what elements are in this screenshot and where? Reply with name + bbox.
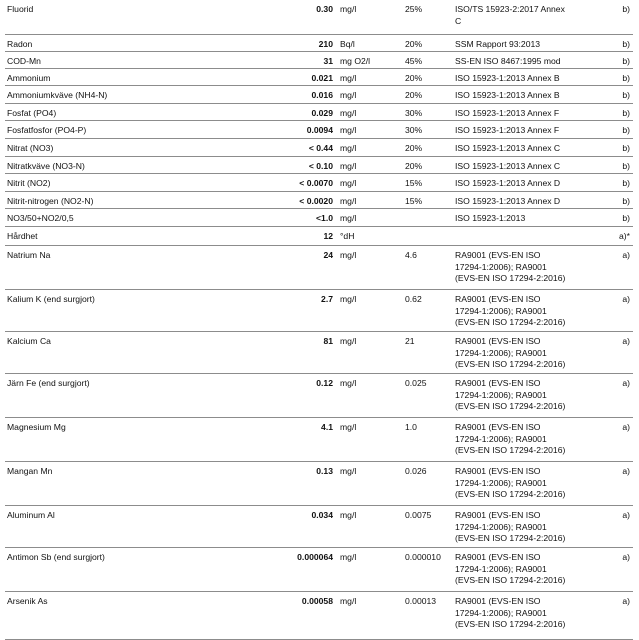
accreditation-note: a)	[622, 510, 630, 520]
analyte-value: 210	[318, 39, 333, 49]
analyte-value: <1.0	[316, 213, 333, 223]
test-method-line: RA9001 (EVS-EN ISO	[455, 378, 541, 388]
analyte-unit: mg/l	[340, 196, 357, 206]
measurement-uncertainty: 20%	[405, 73, 423, 83]
test-method-line: ISO 15923-1:2013 Annex B	[455, 90, 560, 100]
accreditation-note: a)	[622, 294, 630, 304]
analyte-name: Ammonium	[7, 73, 51, 83]
test-method-line: 17294-1:2006); RA9001	[455, 433, 547, 444]
test-method-line: (EVS-EN ISO 17294-2:2016)	[455, 317, 566, 327]
measurement-uncertainty: 21	[405, 336, 415, 346]
test-method-line: (EVS-EN ISO 17294-2:2016)	[455, 273, 566, 283]
analyte-unit: mg/l	[340, 466, 357, 476]
accreditation-note: b)	[622, 39, 630, 49]
analyte-name: Nitratkväve (NO3-N)	[7, 161, 85, 171]
test-method-line: ISO 15923-1:2013 Annex D	[455, 178, 561, 188]
analyte-value: 2.7	[321, 294, 333, 304]
analyte-unit: mg/l	[340, 73, 357, 83]
analyte-unit: mg O2/l	[340, 56, 371, 66]
measurement-uncertainty: 0.00013	[405, 596, 437, 606]
analyte-unit: mg/l	[340, 552, 357, 562]
test-method	[455, 213, 595, 225]
analyte-value: 0.000064	[297, 552, 333, 562]
table-row	[5, 174, 633, 192]
test-method	[455, 4, 595, 27]
table-row	[5, 0, 633, 35]
test-method-line: RA9001 (EVS-EN ISO	[455, 552, 541, 562]
table-row	[5, 548, 633, 592]
table-row	[5, 209, 633, 227]
test-method-line: RA9001 (EVS-EN ISO	[455, 336, 541, 346]
test-method-line: RA9001 (EVS-EN ISO	[455, 250, 541, 260]
analyte-value: 24	[323, 250, 333, 260]
test-method-line: (EVS-EN ISO 17294-2:2016)	[455, 401, 566, 411]
analyte-name: Magnesium Mg	[7, 422, 66, 432]
measurement-uncertainty: 30%	[405, 125, 423, 135]
test-method-line: ISO 15923-1:2013 Annex F	[455, 125, 560, 135]
analyte-unit: mg/l	[340, 422, 357, 432]
measurement-uncertainty: 0.026	[405, 466, 427, 476]
accreditation-note: a)	[622, 336, 630, 346]
test-method	[455, 108, 595, 120]
test-method	[455, 466, 595, 501]
measurement-uncertainty: 0.000010	[405, 552, 441, 562]
table-row	[5, 246, 633, 290]
analyte-name: Aluminum Al	[7, 510, 55, 520]
analyte-value: < 0.0070	[299, 178, 333, 188]
analyte-value: 0.30	[316, 4, 333, 14]
measurement-uncertainty: 15%	[405, 196, 423, 206]
test-method-line: ISO 15923-1:2013 Annex C	[455, 161, 561, 171]
analyte-value: < 0.44	[308, 143, 333, 153]
analyte-name: Arsenik As	[7, 596, 48, 606]
test-method-line: SS-EN ISO 8467:1995 mod	[455, 56, 561, 66]
analyte-name: Fosfat (PO4)	[7, 108, 57, 118]
test-method	[455, 336, 595, 371]
test-method	[455, 178, 595, 190]
test-method-line: ISO 15923-1:2013 Annex F	[455, 108, 560, 118]
table-row	[5, 69, 633, 86]
test-method	[455, 378, 595, 413]
test-method	[455, 56, 595, 68]
measurement-uncertainty: 20%	[405, 90, 423, 100]
accreditation-note: a)	[622, 422, 630, 432]
analyte-name: Radon	[7, 39, 33, 49]
measurement-uncertainty: 30%	[405, 108, 423, 118]
accreditation-note: b)	[622, 73, 630, 83]
analyte-name: Antimon Sb (end surgjort)	[7, 552, 105, 562]
test-method	[455, 596, 595, 631]
analyte-value: 0.12	[316, 378, 333, 388]
analyte-unit: mg/l	[340, 125, 357, 135]
test-method-line: (EVS-EN ISO 17294-2:2016)	[455, 533, 566, 543]
table-row	[5, 52, 633, 69]
accreditation-note: b)	[622, 213, 630, 223]
test-method-line: SSM Rapport 93:2013	[455, 39, 541, 49]
test-method-line: RA9001 (EVS-EN ISO	[455, 510, 541, 520]
test-method-line: 17294-1:2006); RA9001	[455, 521, 547, 532]
test-method-line: 17294-1:2006); RA9001	[455, 305, 547, 316]
analyte-unit: Bq/l	[340, 39, 355, 49]
measurement-uncertainty: 4.6	[405, 250, 417, 260]
analyte-name: Nitrat (NO3)	[7, 143, 54, 153]
test-method-line: ISO 15923-1:2013 Annex B	[455, 73, 560, 83]
accreditation-note: b)	[622, 90, 630, 100]
table-row	[5, 86, 633, 104]
analyte-name: Fluorid	[7, 4, 34, 14]
table-row	[5, 104, 633, 121]
test-method	[455, 73, 595, 85]
analyte-unit: mg/l	[340, 108, 357, 118]
table-row	[5, 121, 633, 139]
test-method	[455, 90, 595, 102]
analyte-name: Natrium Na	[7, 250, 51, 260]
analyte-unit: mg/l	[340, 161, 357, 171]
analyte-value: < 0.10	[308, 161, 333, 171]
analyte-value: 0.021	[311, 73, 333, 83]
test-method-line: RA9001 (EVS-EN ISO	[455, 294, 541, 304]
analyte-value: 12	[323, 231, 333, 241]
measurement-uncertainty: 15%	[405, 178, 423, 188]
test-method-line: ISO 15923-1:2013 Annex C	[455, 143, 561, 153]
accreditation-note: a)	[622, 596, 630, 606]
table-row	[5, 462, 633, 506]
analyte-unit: mg/l	[340, 213, 357, 223]
test-method	[455, 250, 595, 285]
analyte-unit: mg/l	[340, 294, 357, 304]
analyte-value: 0.034	[311, 510, 333, 520]
analyte-value: 81	[323, 336, 333, 346]
analyte-unit: mg/l	[340, 178, 357, 188]
analyte-name: Kalcium Ca	[7, 336, 51, 346]
accreditation-note: b)	[622, 161, 630, 171]
table-row	[5, 139, 633, 157]
accreditation-note: b)	[622, 178, 630, 188]
accreditation-note: b)	[622, 4, 630, 14]
test-method-line: 17294-1:2006); RA9001	[455, 563, 547, 574]
accreditation-note: a)*	[619, 231, 630, 241]
measurement-uncertainty: 1.0	[405, 422, 417, 432]
test-method	[455, 125, 595, 137]
measurement-uncertainty: 0.0075	[405, 510, 432, 520]
analyte-name: Hårdhet	[7, 231, 38, 241]
test-method-line: ISO 15923-1:2013 Annex D	[455, 196, 561, 206]
test-method	[455, 422, 595, 457]
analyte-unit: mg/l	[340, 378, 357, 388]
analyte-name: Nitrit (NO2)	[7, 178, 51, 188]
analyte-value: 0.13	[316, 466, 333, 476]
test-method	[455, 161, 595, 173]
test-method	[455, 552, 595, 587]
accreditation-note: a)	[622, 250, 630, 260]
test-method-line: 17294-1:2006); RA9001	[455, 477, 547, 488]
analyte-value: 0.016	[311, 90, 333, 100]
table-row	[5, 374, 633, 418]
test-method	[455, 143, 595, 155]
test-method-line: 17294-1:2006); RA9001	[455, 389, 547, 400]
analyte-name: Mangan Mn	[7, 466, 53, 476]
table-row	[5, 506, 633, 548]
table-row	[5, 592, 633, 640]
analyte-value: 31	[323, 56, 333, 66]
analyte-unit: mg/l	[340, 90, 357, 100]
test-method	[455, 294, 595, 329]
analyte-name: Järn Fe (end surgjort)	[7, 378, 90, 388]
analyte-value: < 0.0020	[299, 196, 333, 206]
accreditation-note: a)	[622, 466, 630, 476]
analyte-value: 0.029	[311, 108, 333, 118]
measurement-uncertainty: 20%	[405, 39, 423, 49]
test-method-line: RA9001 (EVS-EN ISO	[455, 422, 541, 432]
test-method-line: (EVS-EN ISO 17294-2:2016)	[455, 619, 566, 629]
test-method	[455, 39, 595, 51]
measurement-uncertainty: 45%	[405, 56, 423, 66]
test-method-line: (EVS-EN ISO 17294-2:2016)	[455, 359, 566, 369]
table-row	[5, 192, 633, 209]
test-method	[455, 510, 595, 545]
accreditation-note: b)	[622, 108, 630, 118]
table-row	[5, 157, 633, 174]
analyte-name: COD-Mn	[7, 56, 41, 66]
analyte-name: Nitrit-nitrogen (NO2-N)	[7, 196, 94, 206]
measurement-uncertainty: 25%	[405, 4, 423, 14]
analyte-value: 0.00058	[301, 596, 333, 606]
analyte-unit: mg/l	[340, 4, 357, 14]
test-method-line: 17294-1:2006); RA9001	[455, 607, 547, 618]
test-method-line: ISO 15923-1:2013	[455, 213, 526, 223]
test-method-line: ISO/TS 15923-2:2017 Annex	[455, 4, 565, 14]
analyte-name: NO3/50+NO2/0,5	[7, 213, 74, 223]
test-method-line: (EVS-EN ISO 17294-2:2016)	[455, 445, 566, 455]
accreditation-note: b)	[622, 56, 630, 66]
test-method-line: RA9001 (EVS-EN ISO	[455, 596, 541, 606]
table-row	[5, 332, 633, 374]
measurement-uncertainty: 20%	[405, 143, 423, 153]
table-row	[5, 227, 633, 246]
table-row	[5, 290, 633, 332]
test-method-line: 17294-1:2006); RA9001	[455, 347, 547, 358]
analyte-name: Kalium K (end surgjort)	[7, 294, 95, 304]
accreditation-note: b)	[622, 143, 630, 153]
analyte-value: 0.0094	[306, 125, 333, 135]
analyte-unit: mg/l	[340, 250, 357, 260]
test-method-line: C	[455, 15, 462, 26]
analyte-unit: mg/l	[340, 596, 357, 606]
test-method	[455, 196, 595, 208]
test-method-line: RA9001 (EVS-EN ISO	[455, 466, 541, 476]
table-row	[5, 418, 633, 462]
test-method-line: (EVS-EN ISO 17294-2:2016)	[455, 575, 566, 585]
accreditation-note: a)	[622, 552, 630, 562]
analyte-unit: mg/l	[340, 510, 357, 520]
analyte-name: Fosfatfosfor (PO4-P)	[7, 125, 87, 135]
analyte-unit: °dH	[340, 231, 355, 241]
accreditation-note: b)	[622, 125, 630, 135]
table-row	[5, 35, 633, 52]
accreditation-note: a)	[622, 378, 630, 388]
measurement-uncertainty: 20%	[405, 161, 423, 171]
accreditation-note: b)	[622, 196, 630, 206]
measurement-uncertainty: 0.62	[405, 294, 422, 304]
measurement-uncertainty: 0.025	[405, 378, 427, 388]
test-method-line: (EVS-EN ISO 17294-2:2016)	[455, 489, 566, 499]
test-method-line: 17294-1:2006); RA9001	[455, 261, 547, 272]
analyte-name: Ammoniumkväve (NH4-N)	[7, 90, 108, 100]
analyte-unit: mg/l	[340, 336, 357, 346]
analyte-value: 4.1	[321, 422, 333, 432]
analyte-unit: mg/l	[340, 143, 357, 153]
